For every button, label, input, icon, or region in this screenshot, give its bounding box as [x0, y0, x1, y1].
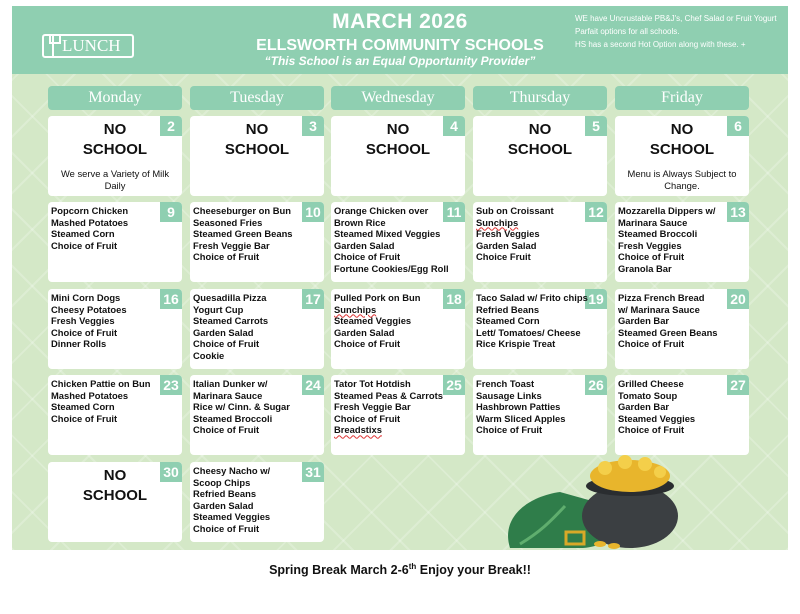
- menu-list: [618, 205, 725, 275]
- menu-item: Choice of Fruit: [193, 424, 260, 436]
- spring-break-footer: Spring Break March 2-6th Enjoy your Break!!: [269, 562, 531, 578]
- no-school-label: NO SCHOOL: [82, 121, 148, 158]
- menu-item: Steamed Veggies: [193, 511, 271, 523]
- day-cell-mar-4: [331, 116, 465, 196]
- menu-item: Steamed Veggies: [334, 315, 412, 327]
- menu-item: Steamed Corn: [51, 401, 115, 413]
- menu-item: Orange Chicken over: [334, 205, 429, 216]
- menu-item: Seasoned Fries: [193, 216, 263, 228]
- menu-item: Cheesy Potatoes: [51, 303, 127, 315]
- date-number: 23: [160, 375, 182, 395]
- day-cell-mar-10: [190, 202, 324, 282]
- menu-item: Choice of Fruit: [193, 338, 260, 350]
- day-cell-mar-2: [48, 116, 182, 196]
- day-header-monday: Monday: [48, 86, 182, 110]
- menu-item: Dinner Rolls: [51, 338, 107, 350]
- day-cell-mar-6: [615, 116, 749, 196]
- menu-item: Choice of Fruit: [51, 326, 118, 338]
- no-school-label: NO SCHOOL: [649, 121, 715, 158]
- page-title: MARCH 2026: [332, 10, 468, 33]
- menu-item: Mini Corn Dogs: [51, 292, 121, 303]
- menu-item: Garden Bar: [618, 315, 670, 327]
- menu-item: Marinara Sauce: [193, 389, 263, 401]
- day-header-friday: Friday: [615, 86, 749, 110]
- date-number: 10: [302, 202, 324, 222]
- day-cell-mar-18: [331, 289, 465, 369]
- options-note-line: HS has a second Hot Option along with these. +: [575, 40, 746, 49]
- menu-item: Choice of Fruit: [51, 239, 118, 251]
- menu-item: Choice of Fruit: [334, 338, 401, 350]
- day-cell-mar-11: [331, 202, 465, 282]
- day-cell-mar-30: [48, 462, 182, 542]
- menu-item: Refried Beans: [476, 303, 540, 315]
- menu-item: Fortune Cookies/Egg Roll: [334, 262, 449, 274]
- menu-item: Mashed Potatoes: [51, 389, 129, 401]
- menu-item: Fresh Veggies: [618, 239, 682, 251]
- day-cell-mar-25: [331, 375, 465, 455]
- menu-item: w/ Marinara Sauce: [618, 303, 700, 315]
- menu-item: Choice of Fruit: [334, 251, 401, 263]
- menu-item: Lett/ Tomatoes/ Cheese: [476, 326, 581, 338]
- date-number: 27: [727, 375, 749, 395]
- menu-list: [51, 205, 158, 251]
- menu-list: [618, 292, 725, 350]
- no-school-label: NO SCHOOL: [224, 121, 290, 158]
- menu-item: Fresh Veggies: [476, 228, 540, 240]
- date-number: 24: [302, 375, 324, 395]
- menu-list: [51, 292, 158, 350]
- menu-list: [476, 205, 583, 263]
- no-school-label: NO SCHOOL: [82, 467, 148, 504]
- menu-item: Sunchips: [476, 216, 519, 228]
- menu-list: [334, 292, 441, 350]
- options-note-line: Parfait options for all schools.: [575, 27, 680, 36]
- menu-list: [618, 378, 725, 436]
- menu-item: Hashbrown Patties: [476, 401, 561, 413]
- menu-item: Steamed Broccoli: [193, 412, 273, 424]
- day-cell-mar-3: [190, 116, 324, 196]
- menu-item: Refried Beans: [193, 488, 257, 500]
- date-number: 6: [727, 116, 749, 136]
- menu-item: Steamed Mixed Veggies: [334, 228, 441, 240]
- menu-item: Grilled Cheese: [618, 378, 684, 389]
- menu-item: Italian Dunker w/: [193, 378, 268, 389]
- day-cell-mar-24: [190, 375, 324, 455]
- menu-item: Steamed Veggies: [618, 412, 696, 424]
- menu-item: Garden Salad: [476, 239, 537, 251]
- date-number: 31: [302, 462, 324, 482]
- menu-item: Garden Salad: [334, 239, 395, 251]
- date-number: 3: [302, 116, 324, 136]
- gold-coin: [638, 457, 652, 471]
- menu-item: Choice of Fruit: [51, 412, 118, 424]
- menu-item: Brown Rice: [334, 216, 386, 228]
- day-header-wednesday: Wednesday: [331, 86, 465, 110]
- menu-item: Cheeseburger on Bun: [193, 205, 291, 216]
- menu-item: Choice Fruit: [476, 251, 531, 263]
- day-cell-mar-12: [473, 202, 607, 282]
- date-number: 13: [727, 202, 749, 222]
- day-cell-mar-23: [48, 375, 182, 455]
- menu-list: [193, 292, 300, 362]
- no-school-label: NO SCHOOL: [507, 121, 573, 158]
- menu-item: Granola Bar: [618, 262, 672, 274]
- menu-item: Choice of Fruit: [618, 338, 685, 350]
- menu-item: Sausage Links: [476, 389, 542, 401]
- menu-list: [51, 378, 158, 424]
- date-number: 17: [302, 289, 324, 309]
- menu-item: Pulled Pork on Bun: [334, 292, 421, 303]
- menu-list: [334, 378, 441, 436]
- menu-item: Sub on Croissant: [476, 205, 554, 216]
- menu-item: Garden Salad: [334, 326, 395, 338]
- menu-item: Rice w/ Cinn. & Sugar: [193, 401, 290, 413]
- menu-item: Cookie: [193, 349, 225, 361]
- date-number: 9: [160, 202, 182, 222]
- day-header-thursday: Thursday: [473, 86, 607, 110]
- menu-item: Tator Tot Hotdish: [334, 378, 411, 389]
- date-number: 11: [443, 202, 465, 222]
- menu-item: Fresh Veggies: [51, 315, 115, 327]
- menu-item: Garden Salad: [193, 326, 254, 338]
- options-note-line: WE have Uncrustable PB&J's, Chef Salad or Fruit Yogurt: [575, 14, 777, 23]
- date-number: 18: [443, 289, 465, 309]
- day-cell-mar-16: [48, 289, 182, 369]
- menu-item: Fresh Veggie Bar: [193, 239, 270, 251]
- menu-item: Steamed Corn: [51, 228, 115, 240]
- menu-item: Mozzarella Dippers w/: [618, 205, 716, 216]
- menu-item: Mashed Potatoes: [51, 216, 129, 228]
- lunch-label: LUNCH: [62, 36, 121, 55]
- day-cell-mar-9: [48, 202, 182, 282]
- menu-item: Cheesy Nacho w/: [193, 465, 271, 476]
- menu-list: [193, 465, 300, 535]
- date-number: 2: [160, 116, 182, 136]
- menu-list: [476, 292, 603, 350]
- day-cell-mar-13: [615, 202, 749, 282]
- menu-change-note: Menu is Always Subject to Change.: [627, 168, 737, 191]
- menu-item: Garden Salad: [193, 499, 254, 511]
- district-name: ELLSWORTH COMMUNITY SCHOOLS: [256, 37, 544, 54]
- date-number: 16: [160, 289, 182, 309]
- pot-of-gold-illustration: [490, 436, 690, 550]
- menu-item: Breadstixs: [334, 424, 382, 436]
- date-number: 12: [585, 202, 607, 222]
- menu-item: Choice of Fruit: [193, 522, 260, 534]
- menu-item: Steamed Broccoli: [618, 228, 698, 240]
- date-number: 25: [443, 375, 465, 395]
- menu-item: Quesadilla Pizza: [193, 292, 267, 303]
- day-cell-mar-17: [190, 289, 324, 369]
- day-cell-mar-20: [615, 289, 749, 369]
- date-number: 26: [585, 375, 607, 395]
- menu-item: Steamed Peas & Carrots: [334, 389, 443, 401]
- menu-item: Sunchips: [334, 303, 377, 315]
- menu-item: Steamed Green Beans: [193, 228, 293, 240]
- menu-item: Pizza French Bread: [618, 292, 705, 303]
- milk-note: We serve a Variety of Milk Daily: [60, 168, 170, 191]
- menu-item: Taco Salad w/ Frito chips: [476, 292, 588, 303]
- menu-item: Choice of Fruit: [618, 251, 685, 263]
- date-number: 4: [443, 116, 465, 136]
- menu-item: Garden Bar: [618, 401, 670, 413]
- date-number: 5: [585, 116, 607, 136]
- menu-item: Popcorn Chicken: [51, 205, 129, 216]
- date-number: 19: [585, 289, 607, 309]
- gold-coin: [598, 461, 612, 475]
- menu-item: Choice of Fruit: [334, 412, 401, 424]
- day-cell-mar-19: [473, 289, 607, 369]
- no-school-label: NO SCHOOL: [365, 121, 431, 158]
- options-note: [575, 12, 790, 51]
- menu-item: Warm Sliced Apples: [476, 412, 566, 424]
- day-cell-mar-31: [190, 462, 324, 542]
- gold-coin: [594, 541, 606, 547]
- menu-item: Steamed Carrots: [193, 315, 269, 327]
- day-header-tuesday: Tuesday: [190, 86, 324, 110]
- date-number: 30: [160, 462, 182, 482]
- day-cell-mar-5: [473, 116, 607, 196]
- menu-item: Choice of Fruit: [193, 251, 260, 263]
- date-number: 20: [727, 289, 749, 309]
- menu-item: Scoop Chips: [193, 476, 251, 488]
- menu-item: Fresh Veggie Bar: [334, 401, 411, 413]
- menu-list: [476, 378, 583, 436]
- gold-coin: [608, 543, 620, 549]
- menu-list: [334, 205, 449, 275]
- menu-item: Choice of Fruit: [476, 424, 543, 436]
- gold-coin: [654, 466, 666, 478]
- gold-coin: [618, 455, 632, 469]
- menu-item: Rice Krispie Treat: [476, 338, 556, 350]
- menu-item: Steamed Green Beans: [618, 326, 718, 338]
- menu-item: Choice of Fruit: [618, 424, 685, 436]
- menu-item: French Toast: [476, 378, 535, 389]
- menu-item: Yogurt Cup: [193, 303, 244, 315]
- menu-item: Tomato Soup: [618, 389, 678, 401]
- menu-item: Steamed Corn: [476, 315, 540, 327]
- menu-list: [193, 205, 300, 263]
- equal-opportunity-tagline: “This School is an Equal Opportunity Provider”: [264, 54, 536, 68]
- menu-item: Marinara Sauce: [618, 216, 688, 228]
- menu-list: [193, 378, 300, 436]
- menu-item: Chicken Pattie on Bun: [51, 378, 151, 389]
